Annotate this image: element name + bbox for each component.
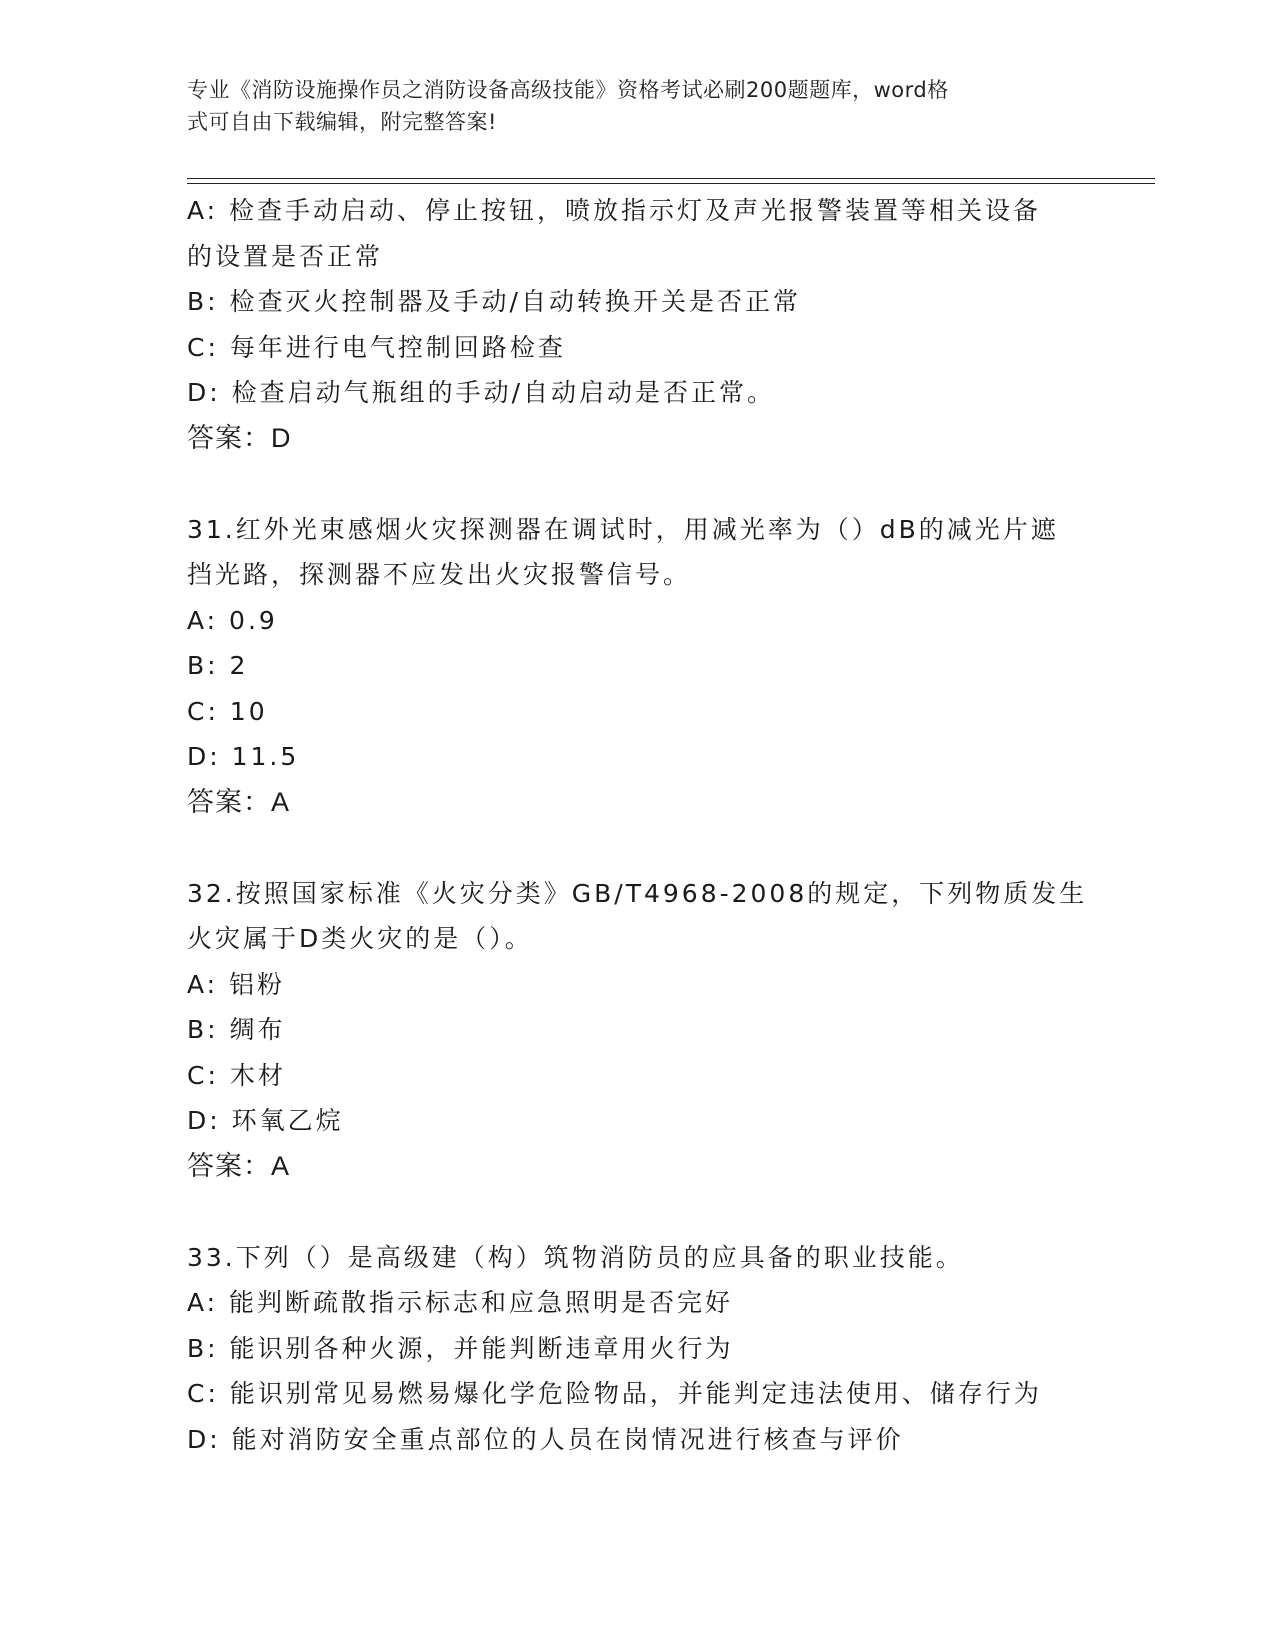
header-line-2: 式可自由下载编辑，附完整答案! [187,110,497,134]
option-d: D: 检查启动气瓶组的手动/自动启动是否正常。 [187,378,776,407]
option-b: B: 绸布 [187,1015,286,1044]
document-header [187,74,1067,138]
question-stem: 33.下列（）是高级建（构）筑物消防员的应具备的职业技能。 [187,1242,964,1272]
question-stem-line-2: 火灾属于D类火灾的是（）。 [187,924,533,953]
question-stem-line-1: 31.红外光束感烟火灾探测器在调试时，用减光率为（）dB的减光片遮 [187,514,1059,544]
option-d: D: 11.5 [187,742,300,771]
spacer [187,1189,1107,1235]
option-d: D: 能对消防安全重点部位的人员在岗情况进行核查与评价 [187,1424,904,1454]
question-stem-line-2: 挡光路，探测器不应发出火灾报警信号。 [187,560,692,589]
question-stem-line-1: 32.按照国家标准《火灾分类》GB/T4968-2008的规定，下列物质发生 [187,878,1088,908]
option-c: C: 10 [187,696,268,726]
option-a-line-1: A: 检查手动启动、停止按钮，喷放指示灯及声光报警装置等相关设备 [187,196,1042,225]
option-b: B: 能识别各种火源，并能判断违章用火行为 [187,1333,734,1363]
option-b: B: 2 [187,651,249,680]
header-line-1: 专业《消防设施操作员之消防设备高级技能》资格考试必刷200题题库，word格 [187,78,949,102]
spacer [187,461,1107,507]
answer: 答案：D [187,422,292,453]
answer: 答案：A [187,1150,291,1181]
option-a: A: 0.9 [187,605,278,635]
question-33 [187,1235,1107,1463]
option-c: C: 每年进行电气控制回路检查 [187,332,566,362]
spacer [187,825,1107,871]
option-c: C: 木材 [187,1060,286,1090]
header-divider-bottom [187,183,1155,184]
answer: 答案：A [187,786,291,817]
option-a: A: 铝粉 [187,969,286,999]
question-32 [187,871,1107,1190]
option-a-line-2: 的设置是否正常 [187,241,384,271]
question-31 [187,507,1107,826]
question-30 [187,188,1107,461]
option-d: D: 环氧乙烷 [187,1106,344,1135]
header-divider-top [187,178,1155,179]
question-list [187,188,1107,1462]
option-a: A: 能判断疏散指示标志和应急照明是否完好 [187,1288,734,1317]
option-b: B: 检查灭火控制器及手动/自动转换开关是否正常 [187,287,801,316]
option-c: C: 能识别常见易燃易爆化学危险物品，并能判定违法使用、储存行为 [187,1379,1042,1408]
